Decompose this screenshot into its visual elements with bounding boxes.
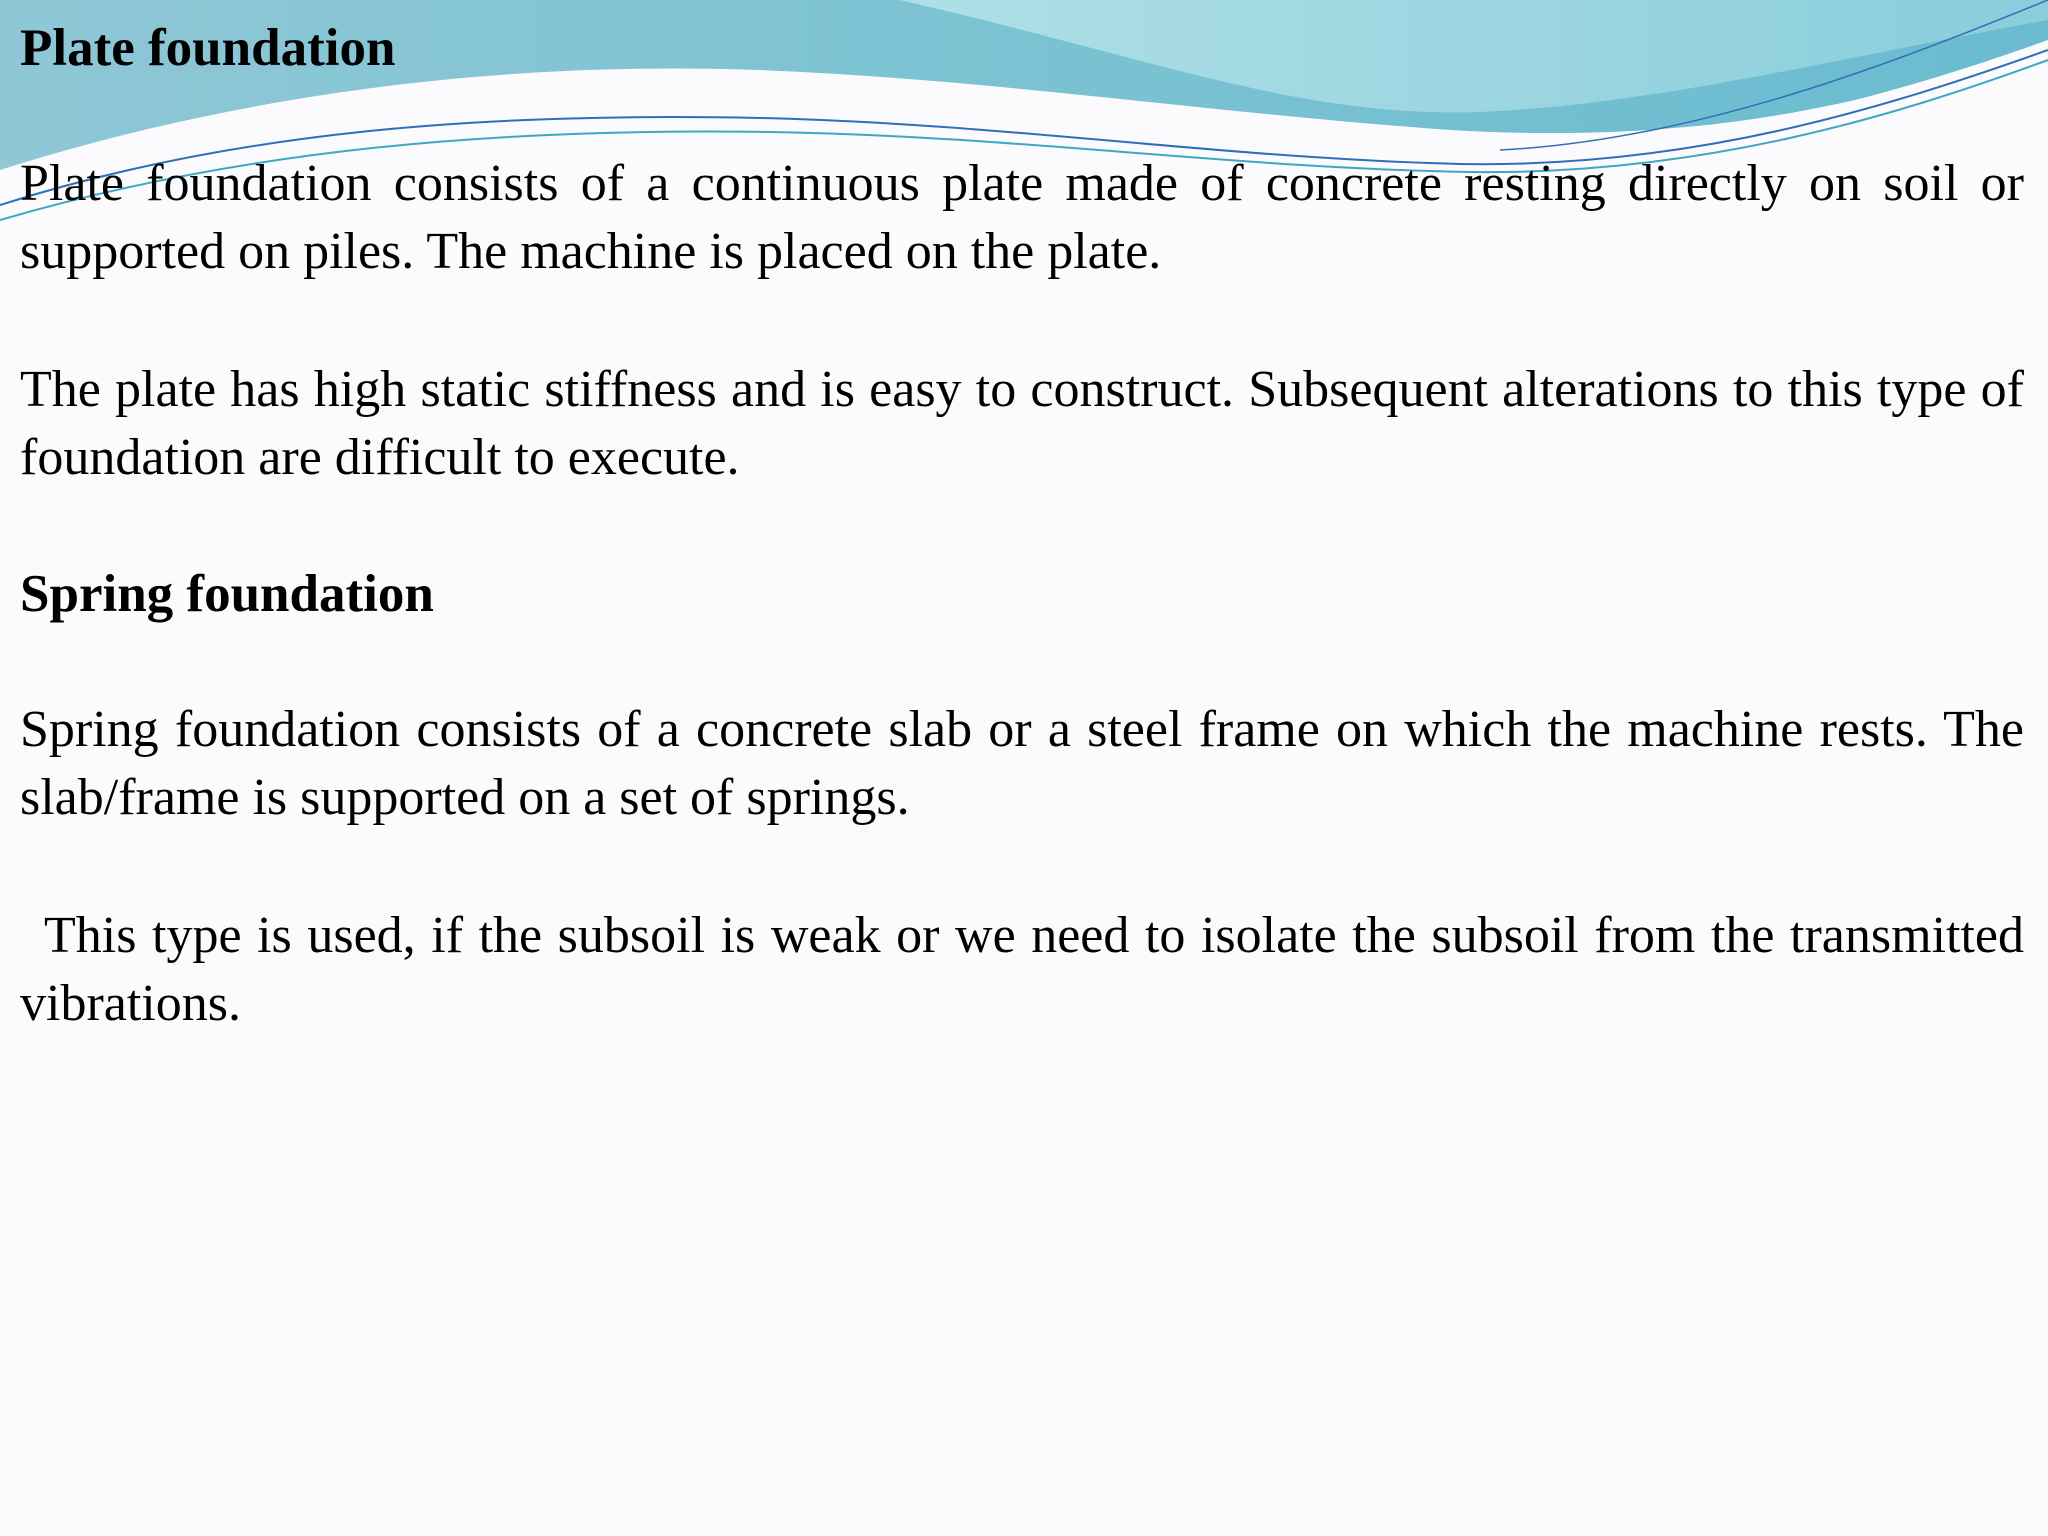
paragraph-spring-foundation-usage: This type is used, if the subsoil is weak or we need to isolate the subsoil from the transmitted vibrations.	[20, 907, 2024, 1032]
paragraph-plate-foundation-description: Plate foundation consists of a continuous plate made of concrete resting directly on soil or supported on piles. The machine is placed on the plate.	[20, 155, 2024, 280]
slide-title: Plate foundation	[20, 19, 396, 77]
subheading-spring-foundation: Spring foundation	[20, 565, 434, 623]
paragraph-spring-foundation-description: Spring foundation consists of a concrete slab or a steel frame on which the machine rests. The slab/frame is supported on a set of springs.	[20, 701, 2024, 826]
paragraph-plate-foundation-properties: The plate has high static stiffness and is easy to construct. Subsequent alterations to this type of foundation are difficult to execute.	[20, 361, 2024, 486]
